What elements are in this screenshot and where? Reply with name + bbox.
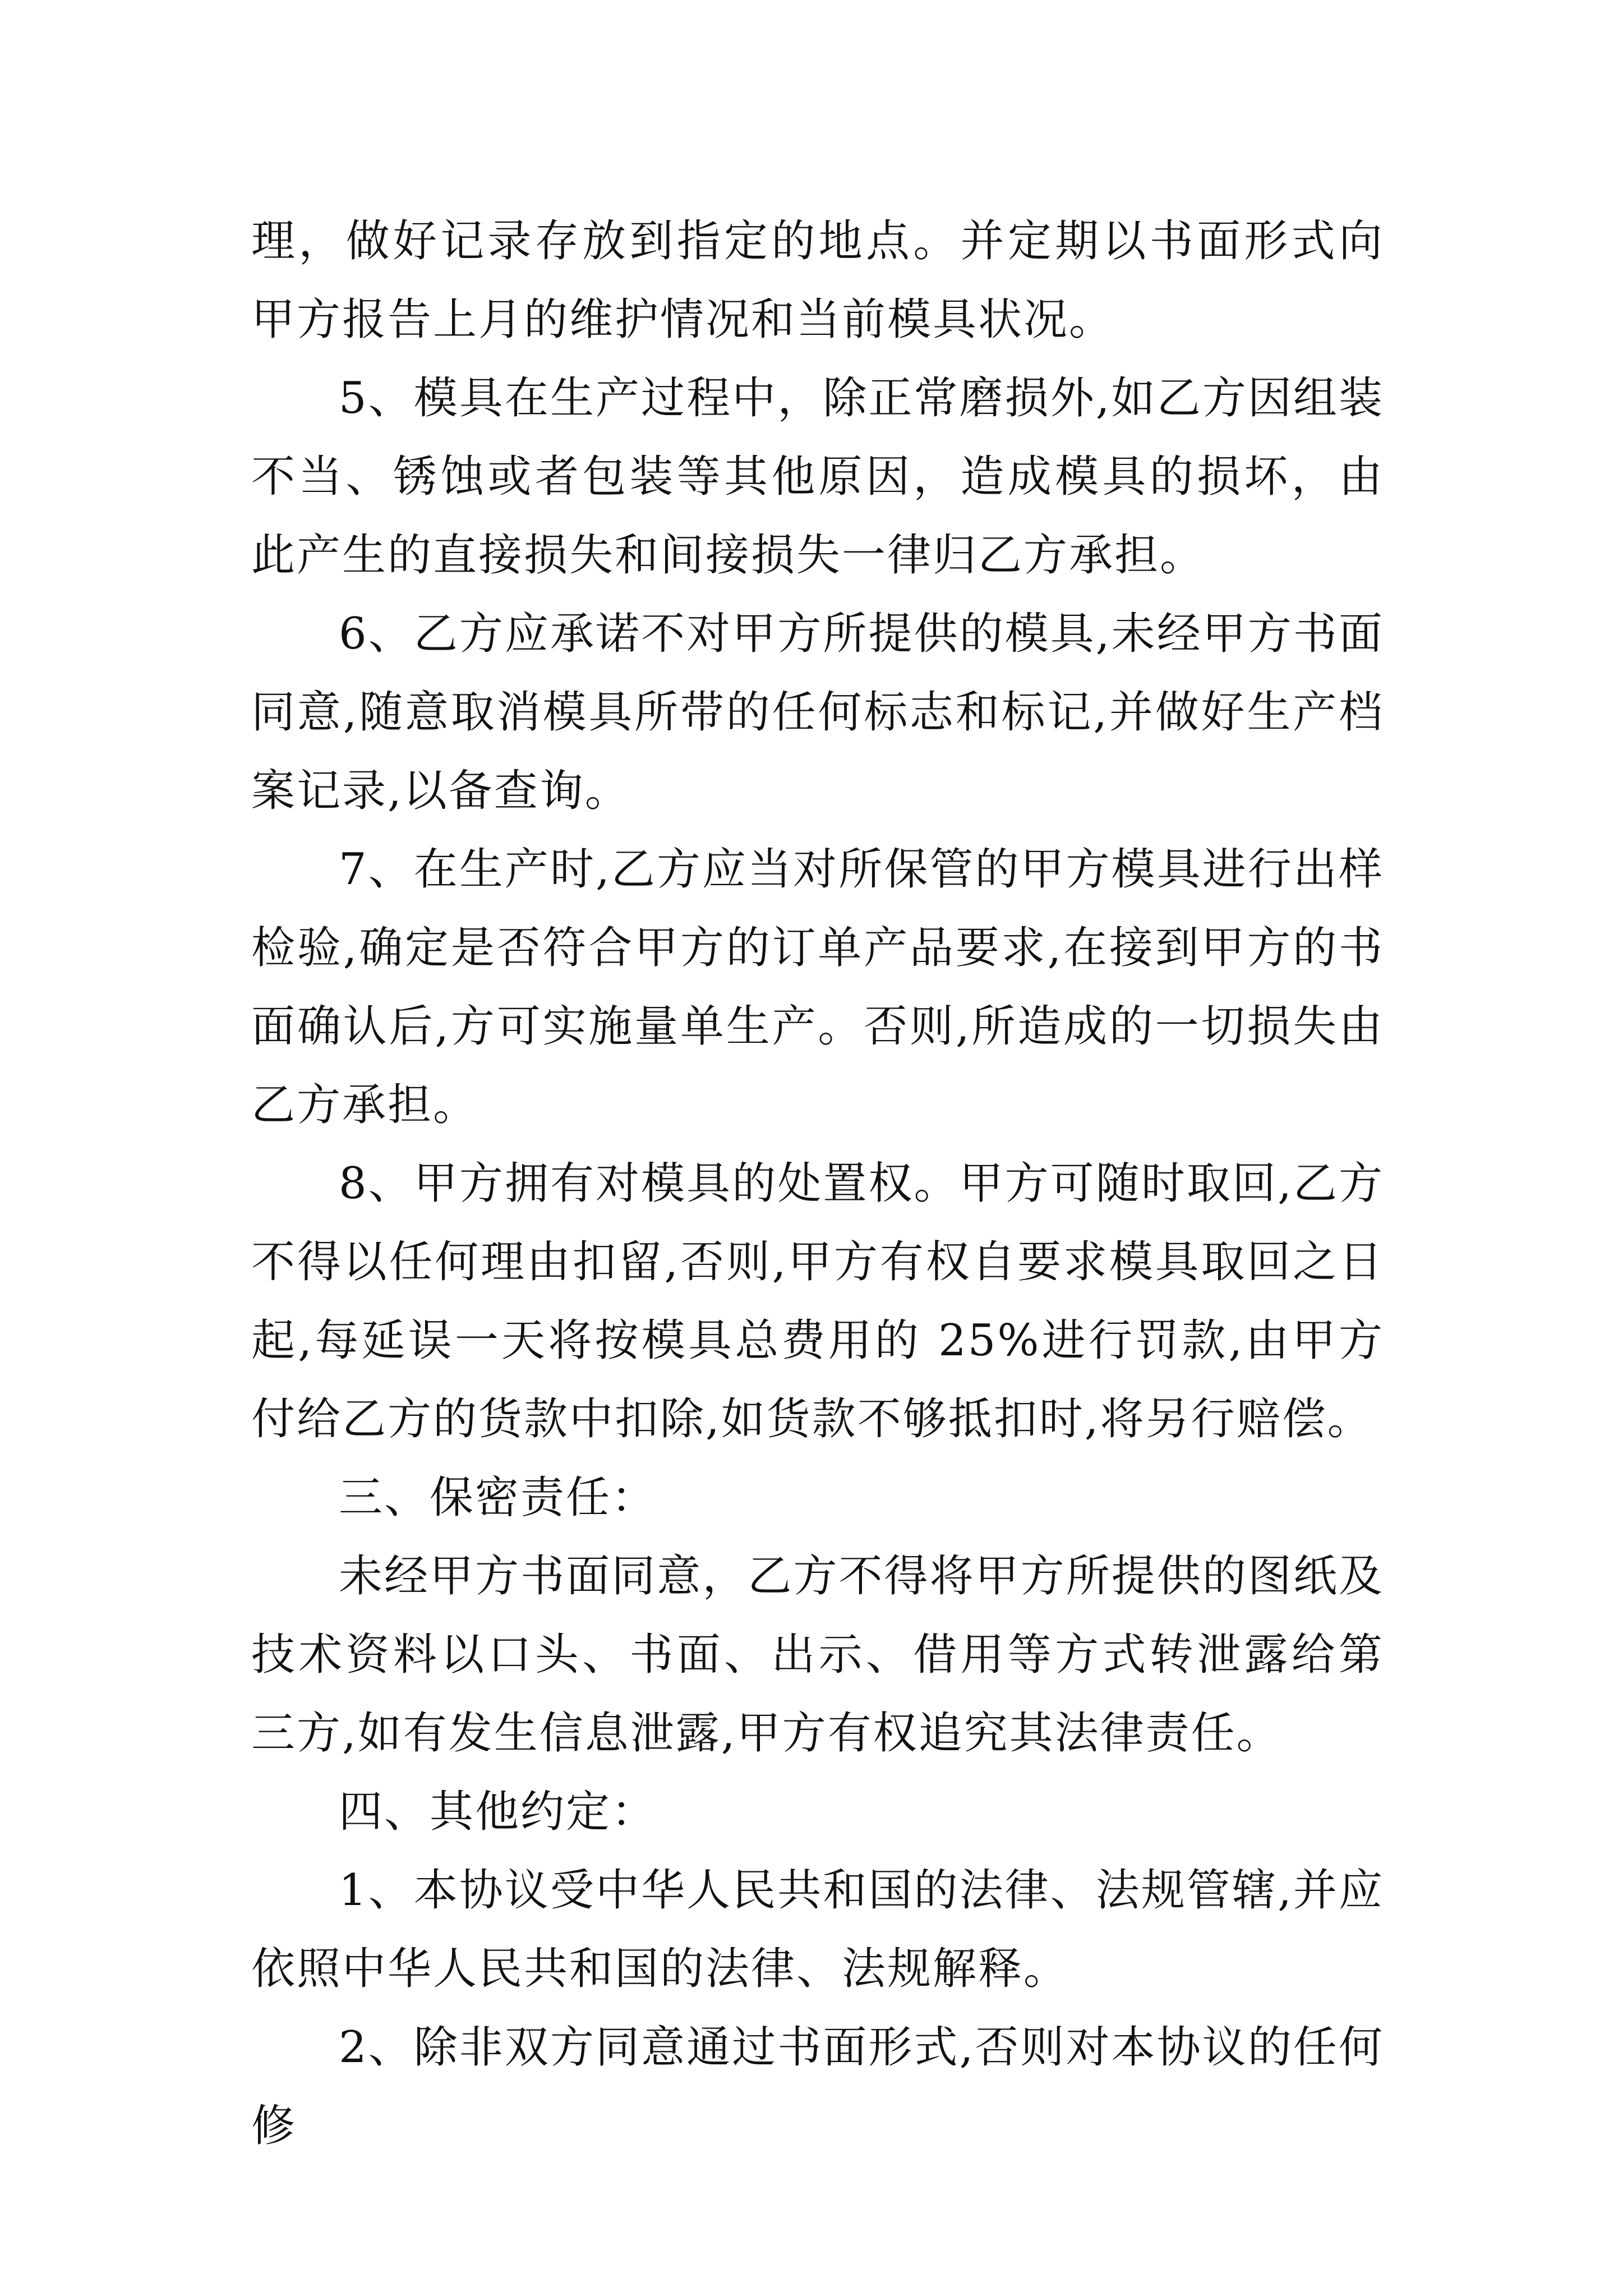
paragraph-confidentiality: 未经甲方书面同意，乙方不得将甲方所提供的图纸及技术资料以口头、书面、出示、借用等方式转泄露给第三方,如有发生信息泄露,甲方有权追究其法律责任。 (251, 1551, 1384, 1759)
paragraph-continuation: 理，做好记录存放到指定的地点。并定期以书面形式向甲方报告上月的维护情况和当前模具状况。 (251, 216, 1384, 345)
paragraph-other-2: 2、除非双方同意通过书面形式,否则对本协议的任何修 (251, 2022, 1384, 2151)
paragraph-clause-6: 6、乙方应承诺不对甲方所提供的模具,未经甲方书面同意,随意取消模具所带的任何标志和标记,并做好生产档案记录,以备查询。 (251, 609, 1384, 816)
section-heading-other: 四、其他约定： (339, 1787, 657, 1837)
paragraph-clause-7: 7、在生产时,乙方应当对所保管的甲方模具进行出样检验,确定是否符合甲方的订单产品要求,在接到甲方的书面确认后,方可实施量单生产。否则,所造成的一切损失由乙方承担。 (251, 844, 1384, 1130)
paragraph-clause-8: 8、甲方拥有对模具的处置权。甲方可随时取回,乙方不得以任何理由扣留,否则,甲方有权自要求模具取回之日起,每延误一天将按模具总费用的 25%进行罚款,由甲方付给乙方的货款中扣除,如货款不够抵扣时,将另行赔偿。 (251, 1158, 1384, 1444)
section-heading-confidentiality: 三、保密责任： (339, 1473, 657, 1523)
paragraph-other-1: 1、本协议受中华人民共和国的法律、法规管辖,并应依照中华人民共和国的法律、法规解释。 (251, 1865, 1384, 1994)
document-page (251, 202, 1384, 2165)
paragraph-clause-5: 5、模具在生产过程中，除正常磨损外,如乙方因组装不当、锈蚀或者包装等其他原因，造成模具的损坏，由此产生的直接损失和间接损失一律归乙方承担。 (251, 373, 1384, 581)
